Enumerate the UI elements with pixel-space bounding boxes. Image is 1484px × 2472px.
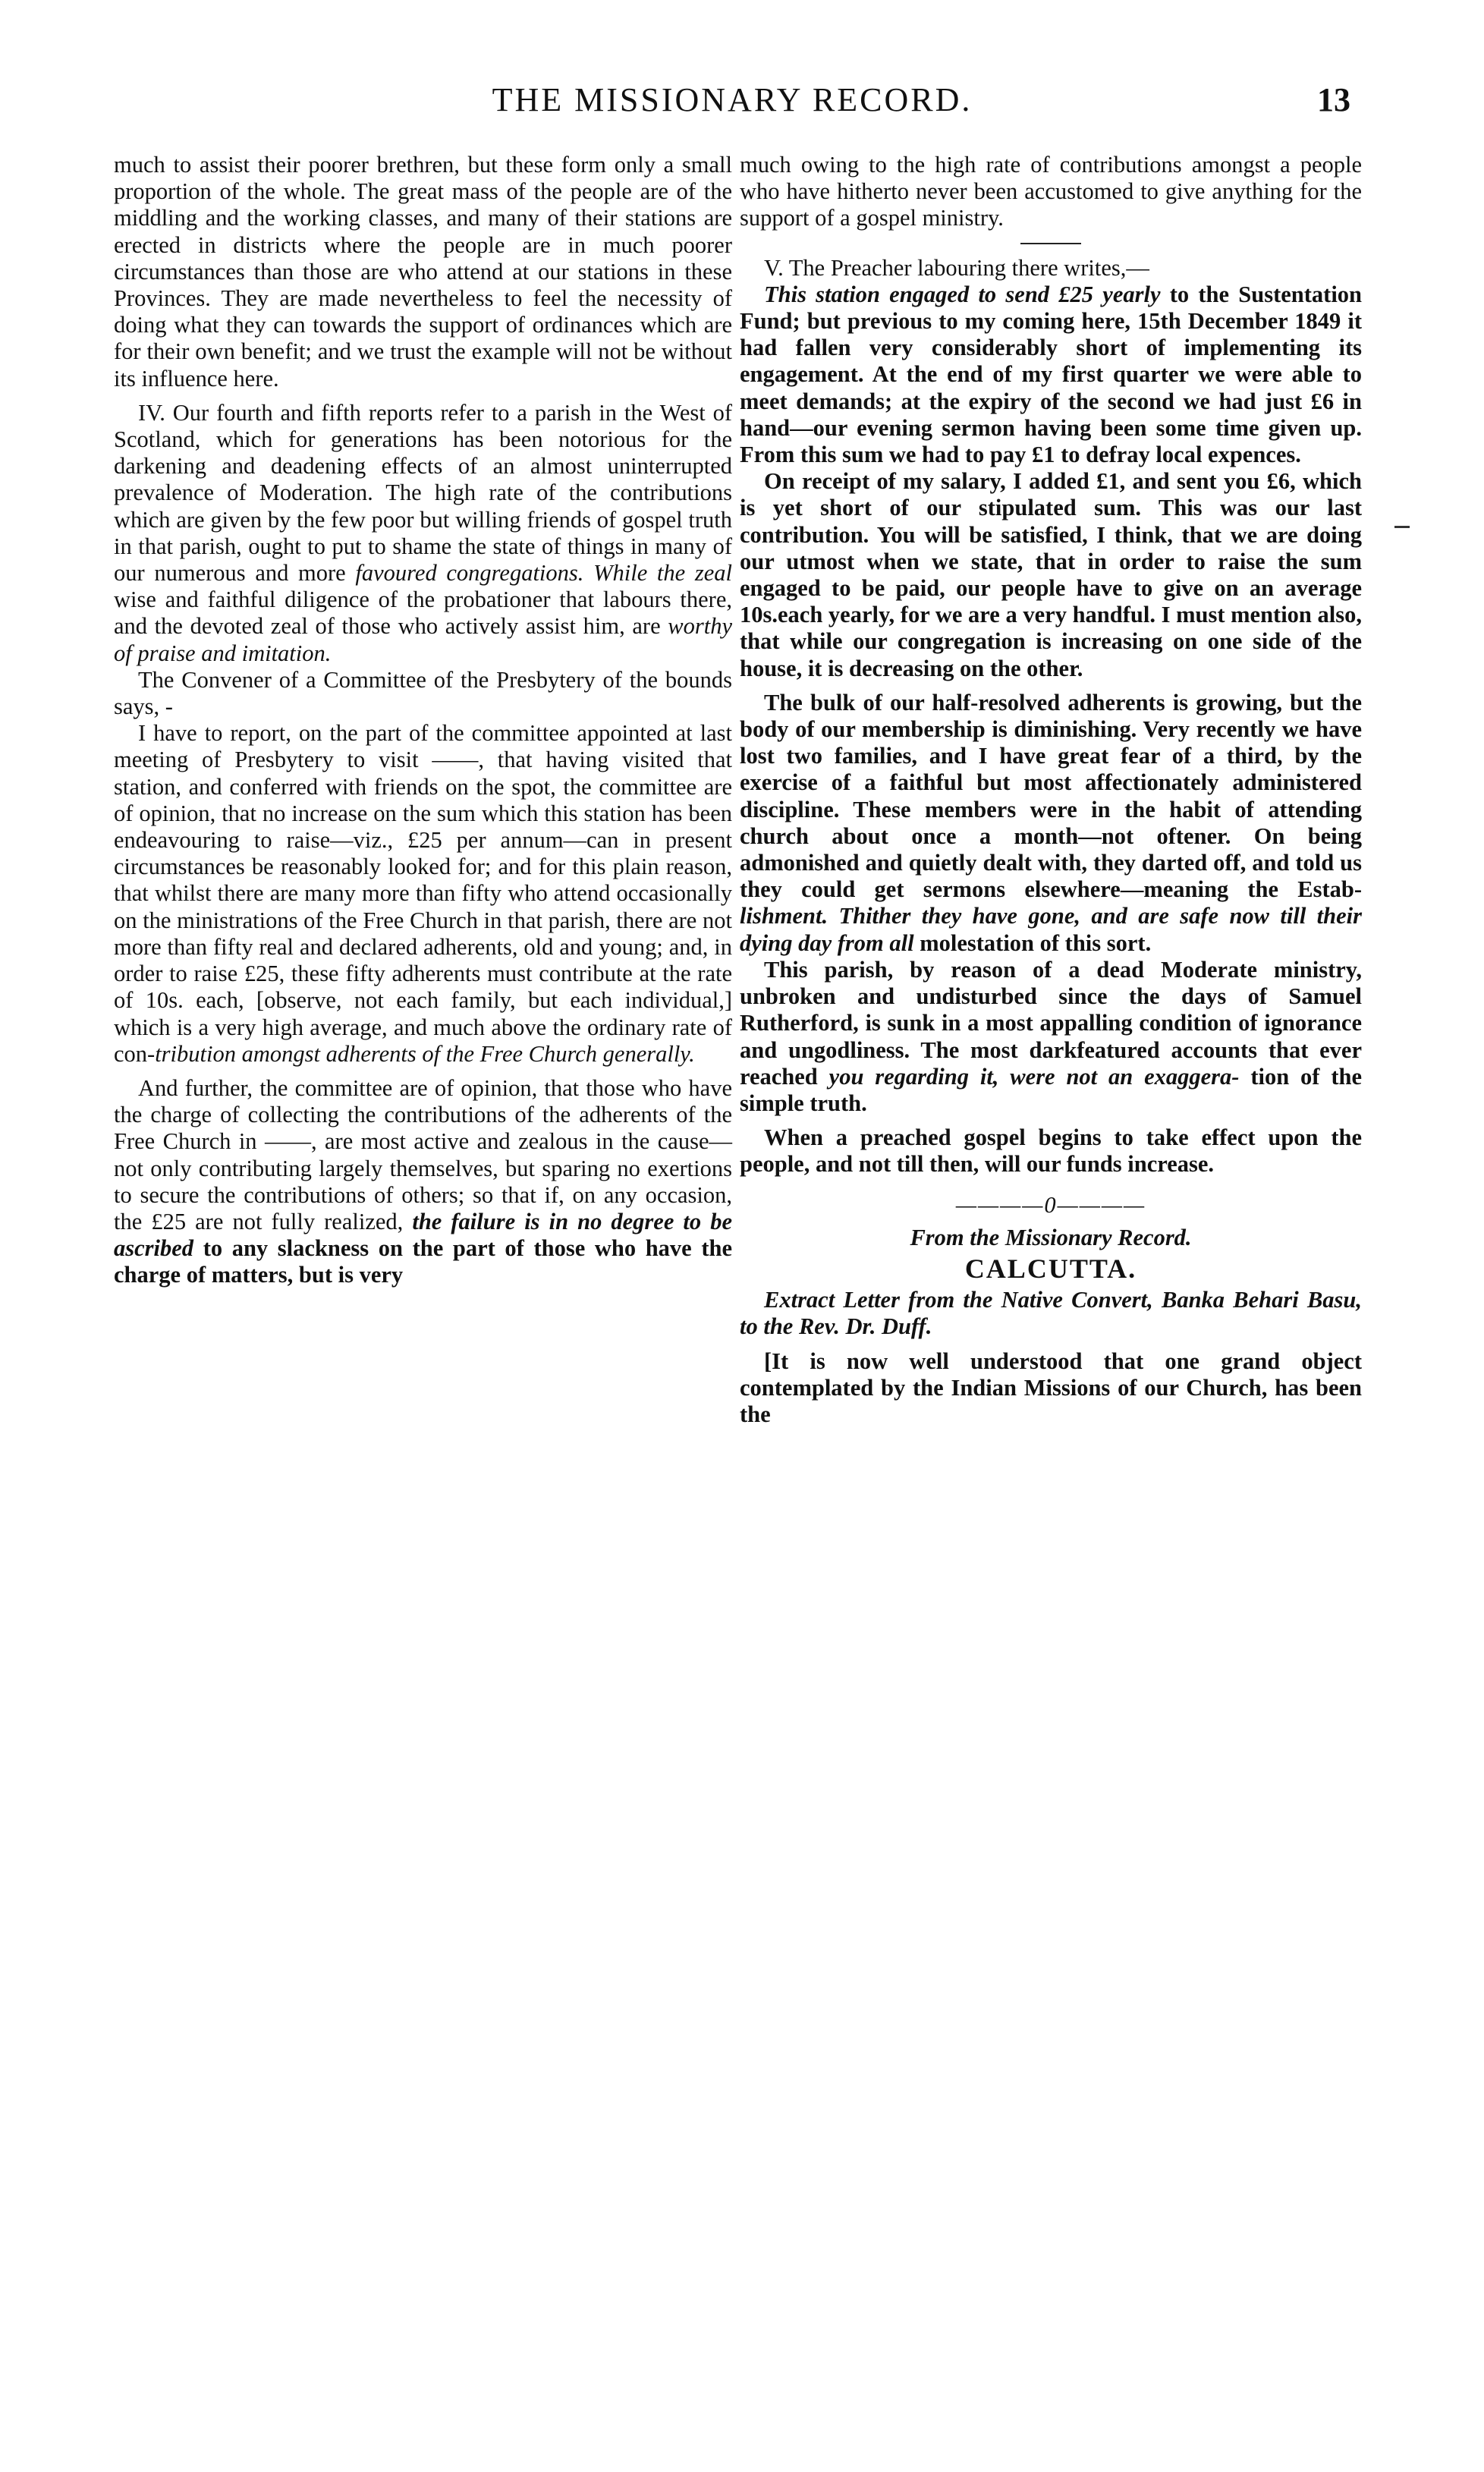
- left-column: [114, 152, 732, 1289]
- paragraph-salary: On receipt of my salary, I added £1, and sent you £6, which is yet short of our stipulated sum. This was our last contribution. You will be satisfied, I think, that we are doing our utmost when we state, that in order to raise the sum engaged to be paid, our people have to give on an average 10s.each yearly, for we are a very handful. I must mention also, that while our congregation is increasing on one side of the house, it is decreasing on the other.: [740, 468, 1362, 681]
- bulk-text: The bulk of our half-resolved adherents is growing, but the body of our membership is diminishing. Very recently we have lost two families, and I have great fear of a third, by the exercise of a faithful but most affectionately administered discipline. These members were in the habit of attending church about once a month—not oftener. On being admonished and quietly dealt with, they darted off, and told us they could get sermons elsewhere—meaning the Estab-: [740, 689, 1362, 903]
- paragraph-station: [740, 281, 1362, 468]
- paragraph-convener: The Convener of a Committee of the Presbytery of the bounds says, -: [114, 666, 732, 720]
- bulk-tail: molestation of this sort.: [920, 929, 1152, 956]
- page-number: 13: [1317, 81, 1350, 118]
- further-italic: the failure is in no degree to be ascribed: [114, 1208, 733, 1262]
- bulk-italic: lishment. Thither they have gone, and are safe now till their dying day from all: [740, 903, 1362, 956]
- extract-heading: Extract Letter from the Native Convert, Banka Behari Basu, to the Rev. Dr. Duff.: [740, 1287, 1362, 1340]
- parish-text: This parish, by reason of a dead Moderate ministry, unbroken and undisturbed since the days of Samuel Rutherford, is sunk in a most appalling condition of ignorance and ungodliness. The most darkfeatured accounts that ever reached: [740, 956, 1362, 1090]
- section-iv-text-2: wise and faithful diligence of the probationer that labours there, and the devoted zeal of those who actively assist him, are: [114, 587, 732, 640]
- margin-mark: [1394, 526, 1410, 528]
- station-text: to the Sustentation Fund; but previous to my coming here, 15th December 1849 it had fallen very considerably short of implementing its engagement. At the end of my first quarter we were able to meet demands; at the expiry of the second we had just £6 in hand—our evening sermon having been some time given up. From this sum we had to pay £1 to defray local expences.: [740, 281, 1363, 468]
- paragraph-extract: [It is now well understood that one grand object contemplated by the Indian Missions of our Church, has been the: [740, 1348, 1362, 1427]
- section-divider: [1020, 243, 1081, 244]
- paragraph-section-iv: [114, 400, 732, 667]
- further-text: And further, the committee are of opinion, that those who have the charge of collecting the contributions of the adherents of the Free Church in ——, are most active and zealous in the cause—not only contributing largely themselves, but sparing no exertions to secure the contributions of others; so that if, on any occasion, the £25 are not fully realized,: [114, 1074, 732, 1234]
- ornamental-divider: ————0————: [955, 1191, 1146, 1218]
- section-iv-text: IV. Our fourth and fifth reports refer to a parish in the West of Scotland, which for generations has been notorious for the darkening and deadening effects of an almost uninterrupted prevalence of Moderation. The high rate of the contributions which are given by the few poor but willing friends of gospel truth in that parish, ought to put to shame the state of things in many of our numerous and more: [114, 399, 732, 587]
- paragraph-bulk: [740, 690, 1362, 957]
- further-tail: to any slackness on the part of those who have the charge of matters, but is very: [114, 1235, 733, 1288]
- paragraph-parish: [740, 957, 1362, 1117]
- paragraph-report: [114, 720, 732, 1068]
- paragraph-section-v: V. The Preacher labouring there writes,—: [764, 254, 1149, 281]
- station-italic: This station engaged to send £25 yearly: [764, 281, 1161, 307]
- paragraph-continued-right: much owing to the high rate of contributions amongst a people who have hitherto never been accustomed to give anything for the support of a gospel ministry.: [740, 152, 1362, 231]
- report-italic: tribution amongst adherents of the Free Church generally.: [155, 1040, 695, 1067]
- article-heading: CALCUTTA.: [964, 1253, 1137, 1284]
- source-line: From the Missionary Record.: [910, 1224, 1192, 1250]
- paragraph-further: [114, 1075, 732, 1289]
- report-text: I have to report, on the part of the committee appointed at last meeting of Presbytery to visit ——, that having visited that station, and conferred with friends on the spot, the committee are of opinion, that no increase on the sum which this station has been endeavouring to raise—viz., £25 per annum—can in present circumstances be reasonably looked for; and for this plain reason, that whilst there are many more than fifty who attend occasionally on the ministrations of the Free Church in that parish, there are not more than fifty real and declared adherents, old and young; and, in order to raise £25, these fifty adherents must contribute at the rate of 10s. each, [observe, not each family, but each individual,] which is a very high average, and much above the ordinary rate of con-: [114, 720, 732, 1067]
- parish-tail: tion of the simple truth.: [740, 1063, 1362, 1116]
- paragraph-continued: much to assist their poorer brethren, but these form only a small proportion of the whole. The great mass of the people are of the middling and the working classes, and many of their stations are erected in districts where the people are in much poorer circumstances than those are who attend at our stations in these Provinces. They are made nevertheless to feel the necessity of doing what they can towards the support of ordinances which are for their own benefit; and we trust the example will not be without its influence here.: [114, 152, 732, 392]
- paragraph-gospel: When a preached gospel begins to take effect upon the people, and not till then, will our funds increase.: [740, 1124, 1362, 1178]
- section-iv-italic: favoured congregations. While the zeal: [355, 560, 733, 587]
- right-column: [740, 152, 1362, 1428]
- running-title: THE MISSIONARY RECORD.: [492, 81, 973, 118]
- parish-italic: you regarding it, were not an exaggera-: [828, 1063, 1240, 1090]
- page-header: [114, 80, 1350, 129]
- section-iv-italic-2: worthy of praise and imitation.: [114, 613, 733, 666]
